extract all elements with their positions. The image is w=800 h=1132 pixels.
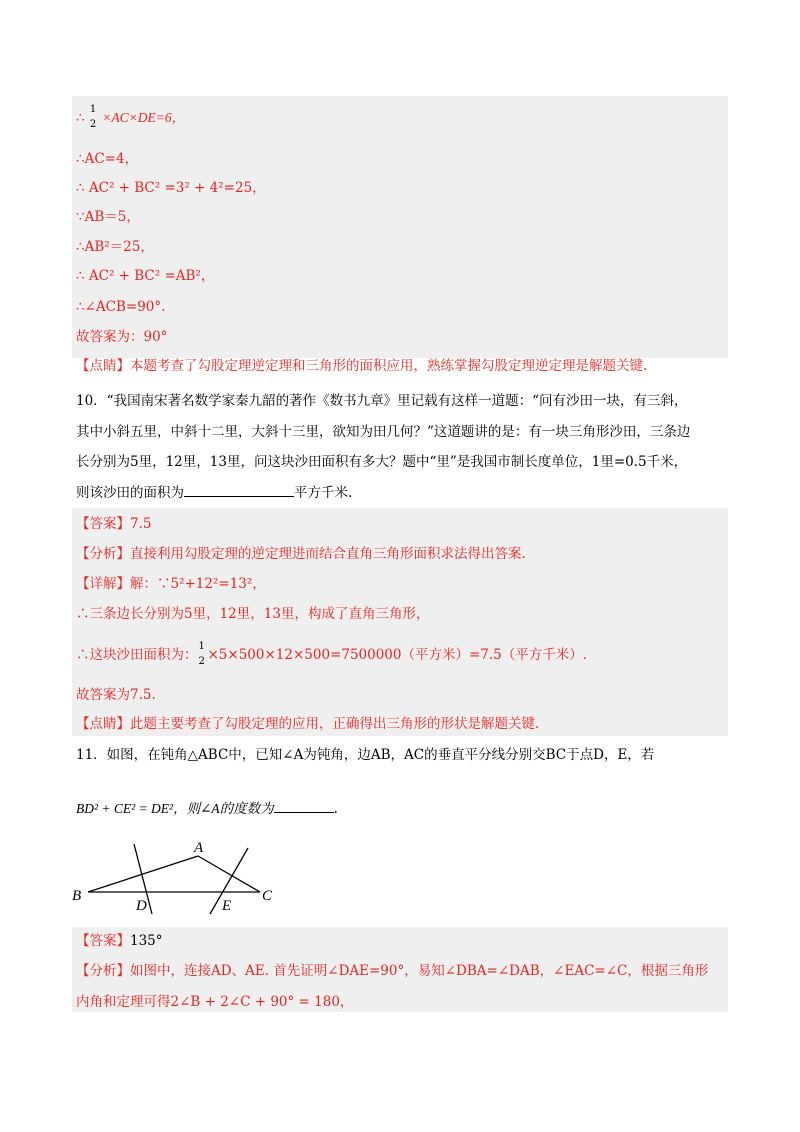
q10-line-3: 长分别为5里，12里，13里，问这块沙田面积有多大？题中“里”是我国市制长度单位，1里=0.5千米， (76, 454, 688, 470)
answer-tag: 【答案】 (76, 516, 130, 532)
label-d: D (136, 898, 147, 914)
answer-tag: 【答案】 (76, 933, 130, 949)
sol9-line-3: ∴ AC² + BC² =3² + 4²=25， (76, 180, 266, 196)
sol11-analysis-line-2: 内角和定理可得2∠B + 2∠C + 90° = 180， (76, 994, 354, 1010)
triangle-figure (70, 838, 290, 918)
sol10-answer: 【答案】7.5 (76, 516, 152, 532)
fraction: 1 2 (198, 640, 205, 667)
q11-line-1: 11．如图，在钝角△ABC中，已知∠A为钝角，边AB，AC的垂直平分线分别交BC于点D，E，若 (76, 747, 655, 763)
q11-line-2: BD² + CE² = DE²，则∠A的度数为 . (76, 798, 338, 819)
sol9-line-7: ∴∠ACB=90°. (76, 299, 166, 315)
sol10-line-4: 故答案为7.5. (76, 687, 156, 703)
sol9-line-4: ∵AB＝5， (76, 209, 140, 225)
side-ab (88, 856, 198, 892)
comment-tag: 【点睛】 (76, 716, 130, 732)
solution-9-block (72, 96, 728, 358)
sol11-analysis: 【分析】如图中，连接AD、AE. 首先证明∠DAE=90°，易知∠DBA=∠DAB，∠EAC=∠C，根据三角形 (76, 963, 709, 979)
sol10-line-3: ∴这块沙田面积为： 1 2 ×5×500×12×500=7500000（平方米）=7.5（平方千米）. (76, 640, 588, 667)
label-b: B (72, 888, 82, 904)
label-c: C (262, 888, 273, 904)
sol11-answer: 【答案】135° (76, 933, 163, 949)
sol9-line-1: ∴ 1 2 ×AC×DE=6， (76, 103, 186, 130)
fraction: 1 2 (89, 103, 97, 130)
sol10-comment: 【点睛】此题主要考查了勾股定理的应用，正确得出三角形的形状是解题关键. (76, 716, 540, 732)
answer-blank (274, 798, 334, 813)
label-e: E (222, 898, 232, 914)
detail-tag: 【详解】 (76, 576, 130, 592)
sol10-line-2: ∴三条边长分别为5里，12里，13里，构成了直角三角形， (76, 606, 430, 622)
analysis-tag: 【分析】 (76, 963, 130, 979)
q10-line-2: 其中小斜五里，中斜十二里，大斜十三里，欲知为田几何？”这道题讲的是：有一块三角形沙田，三条边 (76, 424, 691, 440)
sol10-detail: 【详解】解：∵5²+12²=13²， (76, 576, 266, 592)
analysis-tag: 【分析】 (76, 546, 130, 562)
comment-tag: 【点睛】 (76, 358, 130, 374)
sol9-comment: 【点睛】本题考查了勾股定理逆定理和三角形的面积应用，熟练掌握勾股定理逆定理是解题关键. (76, 358, 648, 374)
q10-line-4: 则该沙田的面积为 平方千米. (76, 482, 352, 503)
side-ac (198, 856, 260, 892)
q10-line-1: 10．“我国南宋著名数学家秦九韶的著作《数书九章》里记载有这样一道题：“问有沙田一块，有三斜， (76, 393, 688, 409)
sol9-line-6: ∴ AC² + BC² =AB²， (76, 268, 215, 284)
sol10-analysis: 【分析】直接利用勾股定理的逆定理进而结合直角三角形面积求法得出答案. (76, 546, 526, 562)
sol9-line-8: 故答案为：90° (76, 329, 168, 345)
sol9-line-5: ∴AB²＝25， (76, 239, 154, 255)
label-a: A (194, 840, 204, 856)
sol9-line-2: ∴AC=4， (76, 151, 139, 167)
answer-blank (184, 482, 294, 497)
